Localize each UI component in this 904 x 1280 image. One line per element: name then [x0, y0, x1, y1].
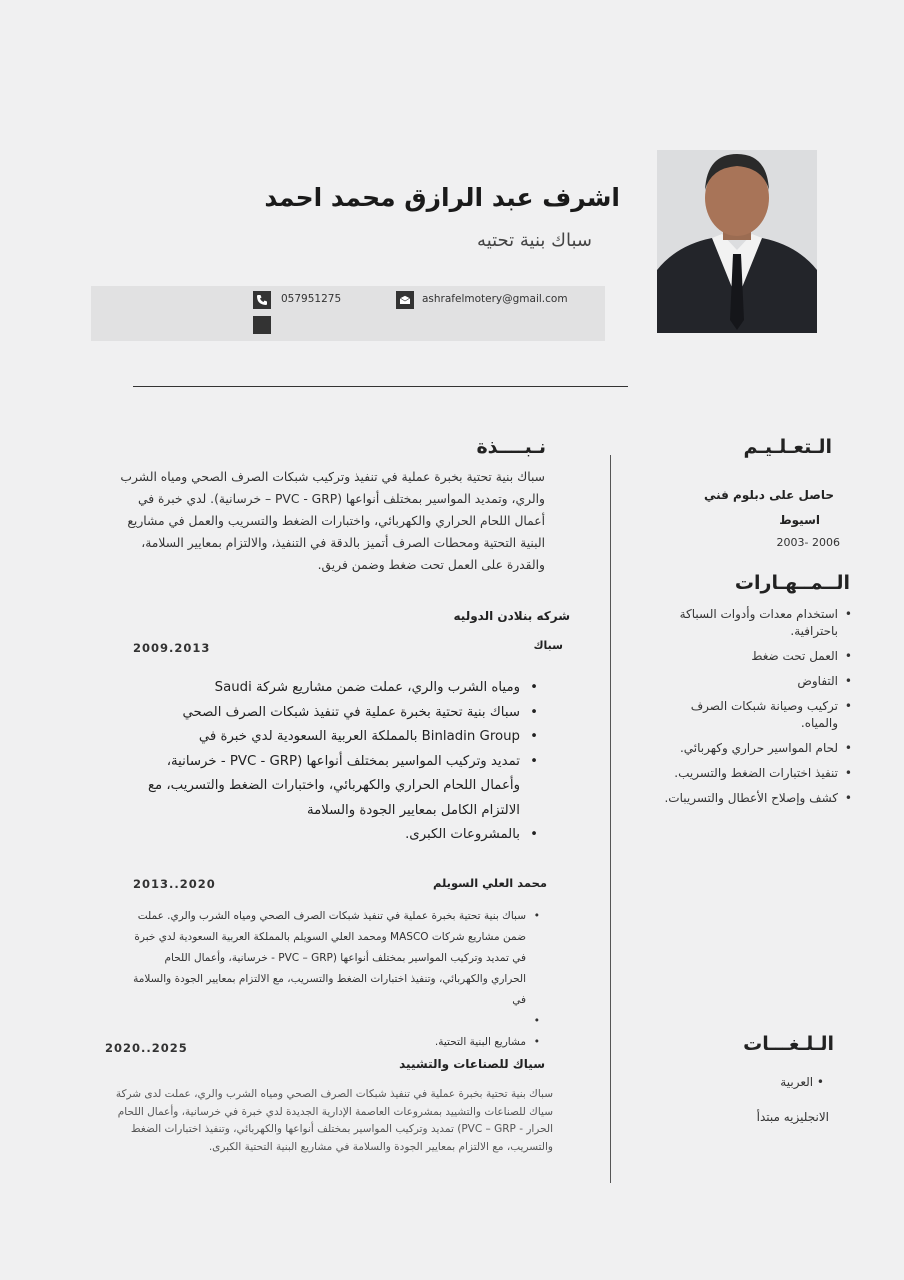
- experience-list: [130, 676, 540, 848]
- education-degree: حاصل على دبلوم فني: [703, 488, 834, 502]
- list-item: • التفاوض: [652, 673, 852, 690]
- education-heading: الـتعـلـيـم: [743, 436, 832, 458]
- experience-company: سياك للصناعات والتشييد: [399, 1057, 545, 1071]
- phone-number[interactable]: 057951275: [281, 293, 342, 305]
- list-item: • لحام المواسير حراري وكهربائي.: [652, 740, 852, 757]
- list-item: • كشف وإصلاح الأعطال والتسريبات.: [652, 790, 852, 807]
- experience-date: 2020..2025: [105, 1041, 188, 1055]
- list-item: • تركيب وصيانة شبكات الصرف والمياه.: [652, 698, 852, 732]
- language-item: • العربية: [780, 1075, 824, 1089]
- list-item: • استخدام معدات وأدوات السباكة باحترافية.: [652, 606, 852, 640]
- list-item: • سباك بنية تحتية بخبرة عملية في تنفيذ شبكات الصرف الصحي: [130, 701, 540, 726]
- phone-icon: [253, 291, 271, 309]
- list-item: • ومياه الشرب والري، عملت ضمن مشاريع شركة Saudi: [130, 676, 540, 701]
- language-item: الانجليزيه مبتدأ: [756, 1110, 829, 1124]
- list-item: • تمديد وتركيب المواسير بمختلف أنواعها (PVC - GRP - خرسانية، وأعمال اللحام الحراري والكهربائي، واختبارات الضغط والتسريب، مع الالتزام الكامل بمعايير الجودة والسلامة: [130, 750, 540, 824]
- profile-photo: [657, 150, 817, 333]
- education-city: اسيوط: [779, 513, 820, 527]
- candidate-name: اشرف عبد الرازق محمد احمد: [264, 183, 620, 212]
- experience-company: محمد العلي السويلم: [432, 876, 547, 890]
- experience-list: [128, 906, 540, 1053]
- languages-heading: الـلـغـــات: [743, 1033, 834, 1055]
- header-divider: [133, 386, 628, 387]
- skills-list: [652, 606, 852, 815]
- location-icon: [253, 316, 271, 334]
- experience-company: شركه بنلادن الدوليه: [453, 609, 570, 623]
- experience-text: سباك بنية تحتية بخبرة عملية في تنفيذ شبكات الصرف الصحي ومياه الشرب والري، عملت لدى شركة سياك للصناعات والتشييد بمشروعات العاصمة الإدارية الجديدة لدي خبرة في خرسانية، وأعمال اللحام الحرار - PVC – GRP) تمديد وتركيب المواسير بمختلف أنواعها والكهربائي، وتنفيذ اختبارات الضغط والتسريب، مع الالتزام بمعايير الجودة والسلامة في مشاريع البنية التحتية الكبرى.: [115, 1088, 553, 1153]
- list-item: [128, 1011, 540, 1032]
- list-item: • سباك بنية تحتية بخبرة عملية في تنفيذ شبكات الصرف الصحي ومياه الشرب والري. عملت ضمن مشاريع شركات MASCO ومحمد العلي السويلم بالمملكة العربية السعودية لدي خبرة في تمديد وتركيب المواسير بمختلف أنواعها (PVC – GRP - خرسانية، وأعمال اللحام الحراري والكهربائي، وتنفيذ اختبارات الضغط والتسريب، مع الالتزام بمعايير الجودة والسلامة في: [128, 906, 540, 1011]
- experience-role: سباك: [533, 639, 563, 652]
- person-silhouette-icon: [657, 150, 817, 333]
- list-item: • تنفيذ اختبارات الضغط والتسريب.: [652, 765, 852, 782]
- list-item: • مشاريع البنية التحتية.: [128, 1032, 540, 1053]
- experience-date: 2009.2013: [133, 641, 211, 655]
- email-address[interactable]: ashrafelmotery@gmail.com: [422, 293, 568, 305]
- list-item: • Binladin Group بالمملكة العربية السعودية لدي خبرة في: [130, 725, 540, 750]
- list-item: • بالمشروعات الكبرى.: [130, 823, 540, 848]
- column-divider: [610, 455, 611, 1183]
- skills-heading: الــمــهـارات: [734, 572, 850, 594]
- education-years: 2003- 2006: [776, 536, 840, 549]
- about-heading: نـبــــذة: [476, 436, 546, 458]
- about-text: سباك بنية تحتية بخبرة عملية في تنفيذ وتركيب شبكات الصرف الصحي ومياه الشرب والري، وتمديد المواسير بمختلف أنواعها (PVC - GRP – خرسانية). لدي خبرة في أعمال اللحام الحراري والكهربائي، واختبارات الضغط والتسريب والعمل في مشاريع البنية التحتية ومحطات الصرف أتميز بالدقة في التنفيذ، والالتزام بمعايير السلامة، والقدرة على العمل تحت ضغط وضمن فريق.: [120, 470, 545, 572]
- mail-icon: [396, 291, 414, 309]
- job-title: سباك بنية تحتيه: [477, 230, 592, 251]
- experience-date: 2013..2020: [133, 877, 216, 891]
- list-item: • العمل تحت ضغط: [652, 648, 852, 665]
